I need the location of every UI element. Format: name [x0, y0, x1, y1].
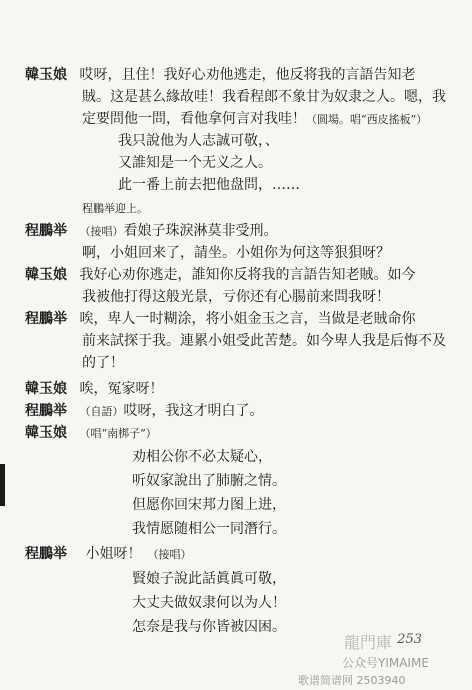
page-number: 253 — [397, 632, 422, 647]
line-text: 賊。这是甚么緣故哇！我看程郎不象甘为奴隶之人。嗯，我 — [82, 89, 446, 105]
stage-direction: （接唱） — [147, 548, 192, 561]
line-text: 但愿你回宋邦力图上进， — [132, 497, 286, 513]
line-text: 我情愿随相公一同潛行。 — [132, 521, 286, 537]
speaker-name: 韓玉娘 — [25, 381, 67, 397]
line-text: 大丈夫做奴隶何以为人！ — [132, 595, 286, 611]
line-text: 小姐呀！ — [85, 546, 142, 562]
speaker-name: 韓玉娘 — [25, 67, 67, 83]
line-text: 看娘子珠淚淋莫非受刑。 — [123, 223, 278, 239]
verse-line — [132, 618, 286, 636]
dialogue-line — [82, 288, 390, 306]
line-text: 賢娘子說此話眞眞可敬， — [132, 571, 286, 587]
dialogue-line — [25, 545, 191, 564]
line-text: 啊，小姐回来了，請坐。小姐你为何这等狠狽呀？ — [82, 245, 390, 261]
line-text: 的了！ — [82, 355, 124, 371]
verse-line — [132, 520, 286, 538]
line-text: 我好心劝你逃走，誰知你反将我的言語告知老賊。如今 — [79, 267, 416, 283]
verse-line — [132, 448, 272, 466]
line-text: 我被他打得这般光景，亏你还有心腸前来問我呀！ — [82, 289, 390, 305]
line-text: 唉，冤家呀！ — [79, 381, 164, 397]
watermark-logo: 龍門庫 — [344, 633, 393, 652]
dialogue-line — [25, 266, 415, 284]
line-text: 此一番上前去把他盘問，…… — [118, 177, 300, 193]
line-text: 哎呀，且住！我好心劝他逃走，他反将我的言語告知老 — [79, 67, 416, 83]
speaker-name: 程鵬举 — [25, 311, 67, 327]
line-text: 听奴家說出了肺腑之情。 — [132, 473, 286, 489]
verse-line — [132, 570, 286, 588]
dialogue-line — [25, 66, 415, 84]
dialogue-line — [25, 402, 263, 421]
verse-line — [118, 154, 272, 172]
watermark-site: 歌谱简谱网 2503940 — [298, 674, 406, 687]
speaker-name: 韓玉娘 — [25, 267, 67, 283]
verse-line — [118, 132, 279, 150]
dialogue-line — [82, 244, 390, 262]
stage-direction: （唱“南梆子”） — [79, 427, 157, 440]
dialogue-line — [25, 380, 163, 398]
speaker-name: 程鵬举 — [25, 223, 67, 239]
stage-direction: （自語） — [79, 405, 124, 418]
stage-direction — [82, 200, 148, 218]
line-text: 前来試探于我。連累小姐受此苦楚。如今卑人我是后悔不及 — [82, 333, 446, 349]
speaker-name: 程鵬举 — [25, 403, 67, 419]
binding-edge-mark — [0, 464, 5, 506]
watermark-wechat: 公众号YIMAIME — [342, 656, 429, 670]
dialogue-line — [25, 310, 415, 328]
line-text: 又誰知是一个无义之人。 — [118, 155, 272, 171]
dialogue-line — [25, 222, 277, 241]
line-text: 定要問他一問，看他拿何言对我哇！ — [82, 111, 306, 127]
stage-direction: （接唱） — [79, 225, 124, 238]
line-text: 我只說他为人志誠可敬，、 — [118, 133, 279, 149]
speaker-name: 程鵬举 — [25, 546, 67, 562]
line-text: 哎呀，我这才明白了。 — [123, 403, 264, 419]
verse-line — [118, 176, 300, 194]
verse-line — [132, 496, 286, 514]
stage-direction: （圆場。唱“西皮搖板”） — [306, 113, 428, 126]
verse-line — [132, 472, 286, 490]
speaker-name: 韓玉娘 — [25, 425, 67, 441]
line-text: 程鵬举迎上。 — [82, 202, 148, 215]
dialogue-line — [82, 88, 446, 106]
dialogue-line — [25, 424, 157, 443]
line-text: 怎奈是我与你皆被囚困。 — [132, 619, 286, 635]
line-text: 唉，卑人一时糊涂，将小姐金玉之言，当做是老賊命你 — [79, 311, 416, 327]
dialogue-line — [82, 110, 427, 129]
dialogue-line — [82, 354, 124, 372]
verse-line — [132, 594, 286, 612]
line-text: 劝相公你不必太疑心， — [132, 449, 272, 465]
dialogue-line — [82, 332, 446, 350]
